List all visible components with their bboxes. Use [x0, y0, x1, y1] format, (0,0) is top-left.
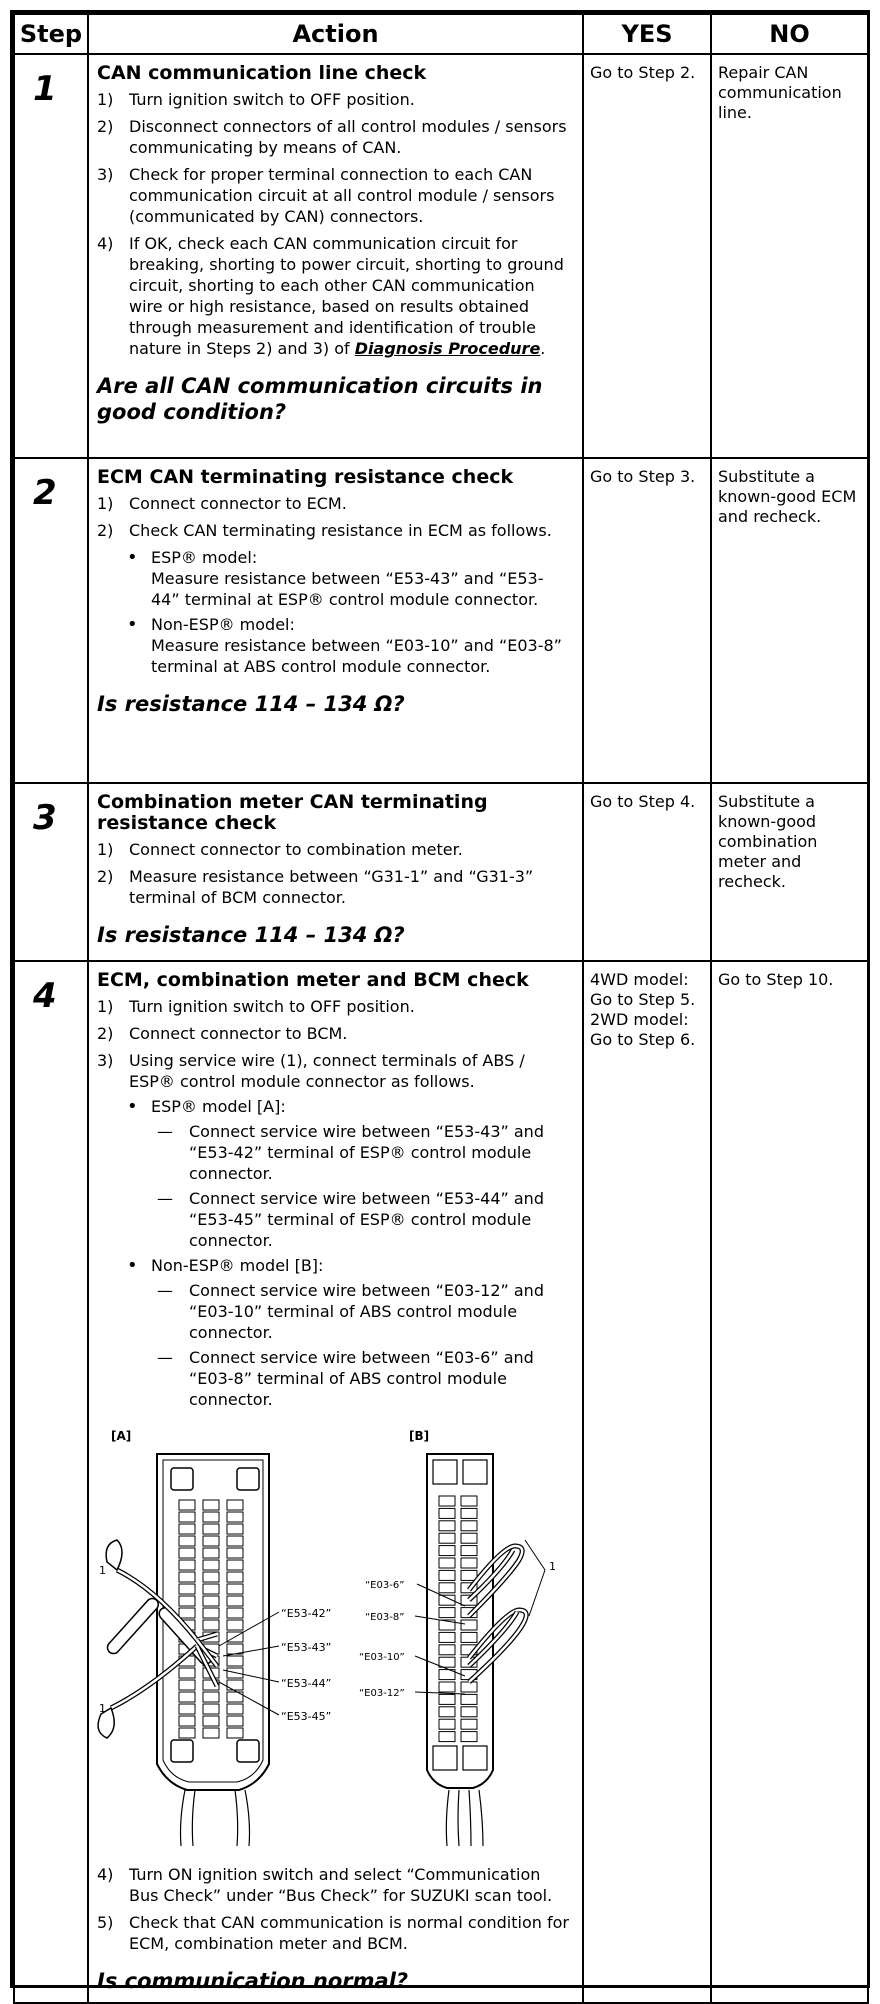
connector-pin: [439, 1632, 455, 1642]
connector-pin: [227, 1680, 243, 1690]
connector-pin: [439, 1707, 455, 1717]
connector-pin: [179, 1536, 195, 1546]
wire-label: 1: [99, 1564, 106, 1577]
yes-text: 2WD model: Go to Step 6.: [590, 1010, 696, 1049]
item-text: Using service wire (1), connect terminals of ABS / ESP® control module connector as follows.: [129, 1051, 525, 1091]
label-b: [B]: [409, 1429, 430, 1443]
item-number: 1): [97, 90, 114, 109]
connector-pin: [439, 1533, 455, 1543]
yes-cell: [583, 783, 711, 961]
connector-pin: [179, 1728, 195, 1738]
connector-pin: [179, 1524, 195, 1534]
no-text: Substitute a known-good combination meter and recheck.: [718, 792, 818, 891]
diagnosis-procedure-link[interactable]: Diagnosis Procedure: [354, 339, 541, 358]
terminal-label: “E03-6”: [365, 1580, 405, 1591]
connector-pin: [461, 1508, 477, 1518]
step-question: Is resistance 114 – 134 Ω?: [97, 923, 405, 947]
step-number: 3: [33, 798, 57, 838]
item-text: Check CAN terminating resistance in ECM as follows.: [129, 521, 552, 540]
header-step: Step: [14, 14, 88, 54]
label-a: [A]: [111, 1429, 132, 1443]
terminal-label: “E53-45”: [281, 1710, 332, 1723]
connector-pin: [179, 1560, 195, 1570]
connector-pin: [439, 1570, 455, 1580]
no-text: Go to Step 10.: [718, 970, 834, 989]
connector-pin: [227, 1584, 243, 1594]
connector-pin: [203, 1500, 219, 1510]
bullet-dot-icon: •: [127, 547, 138, 568]
connector-pin: [227, 1620, 243, 1630]
item-number: 2): [97, 521, 114, 540]
step-question: Is communication normal?: [97, 1969, 409, 1993]
no-cell: [711, 783, 868, 961]
bullet-text: Measure resistance between “E03-10” and “E03-8” terminal at ABS control module connector.: [151, 636, 562, 676]
header-action: Action: [88, 14, 583, 54]
bullet-dot-icon: •: [127, 614, 138, 635]
connector-pin: [203, 1536, 219, 1546]
list-item: [97, 164, 570, 227]
no-cell: [711, 961, 868, 2003]
item-text: Turn ignition switch to OFF position.: [129, 90, 415, 109]
connector-pin: [439, 1657, 455, 1667]
list-item: [97, 89, 570, 110]
diagnostic-table-frame: [10, 10, 870, 1993]
dash-item: [97, 1347, 570, 1410]
table-row: [14, 54, 868, 458]
connector-pin: [439, 1521, 455, 1531]
step-cell: [14, 961, 88, 2003]
step-cell: [14, 783, 88, 961]
connector-pin: [179, 1584, 195, 1594]
connector-pin: [461, 1732, 477, 1742]
yes-cell: [583, 458, 711, 783]
dash-mark-icon: —: [157, 1122, 173, 1141]
table-row: [14, 458, 868, 783]
step-question: Is resistance 114 – 134 Ω?: [97, 692, 405, 716]
list-item: [97, 520, 570, 541]
action-cell: [88, 458, 583, 783]
item-number: 1): [97, 840, 114, 859]
connector-pin: [461, 1719, 477, 1729]
step-number: 2: [33, 473, 57, 513]
connector-pin: [439, 1608, 455, 1618]
connector-pin: [461, 1546, 477, 1556]
step-cell: [14, 54, 88, 458]
connector-pin: [179, 1704, 195, 1714]
yes-text: Go to Step 2.: [590, 63, 696, 82]
list-item: [97, 493, 570, 514]
connector-pin: [439, 1719, 455, 1729]
header-yes: YES: [583, 14, 711, 54]
connector-pin: [461, 1632, 477, 1642]
connector-pin: [203, 1512, 219, 1522]
bullet-item: [97, 547, 570, 610]
connector-pin: [203, 1584, 219, 1594]
connector-pin: [227, 1572, 243, 1582]
dash-mark-icon: —: [157, 1348, 173, 1367]
step-number: 1: [33, 69, 57, 109]
step-cell: [14, 458, 88, 783]
connector-pin: [439, 1694, 455, 1704]
dash-text: Connect service wire between “E03-12” and “E03-10” terminal of ABS control module connector.: [189, 1281, 544, 1342]
item-text: If OK, check each CAN communication circuit for breaking, shorting to power circuit, shorting to ground circuit, shorting to each other CAN communication wire or high resistance, based on results obtained through measurement and identification of trouble nature in Steps 2) and 3) of: [129, 234, 564, 358]
item-text: Disconnect connectors of all control modules / sensors communicating by means of CAN.: [129, 117, 567, 157]
connector-pin: [461, 1694, 477, 1704]
connector-pin: [439, 1682, 455, 1692]
connector-pin: [227, 1656, 243, 1666]
connector-pin: [203, 1524, 219, 1534]
terminal-label: “E03-10”: [359, 1652, 405, 1663]
connector-pin: [203, 1548, 219, 1558]
connector-pin: [203, 1608, 219, 1618]
item-text: Check that CAN communication is normal condition for ECM, combination meter and BCM.: [129, 1913, 569, 1953]
no-text: Repair CAN communication line.: [718, 63, 842, 122]
list-item: [97, 1864, 570, 1906]
item-number: 3): [97, 165, 114, 184]
terminal-label: “E03-8”: [365, 1612, 405, 1623]
connector-pin: [461, 1496, 477, 1506]
dash-item: [97, 1188, 570, 1251]
connector-pin: [227, 1512, 243, 1522]
item-number: 5): [97, 1913, 114, 1932]
connector-pin: [179, 1680, 195, 1690]
dash-mark-icon: —: [157, 1281, 173, 1300]
step-title: ECM, combination meter and BCM check: [97, 969, 529, 991]
bullet-head: ESP® model:: [151, 548, 258, 567]
step-title: Combination meter CAN terminating resistance check: [97, 791, 488, 834]
dash-text: Connect service wire between “E03-6” and “E03-8” terminal of ABS control module connector.: [189, 1348, 534, 1409]
bullet-dot-icon: •: [127, 1096, 138, 1117]
item-text: Check for proper terminal connection to each CAN communication circuit at all control module / sensors (communicated by CAN) connectors.: [129, 165, 555, 226]
connector-pin: [203, 1692, 219, 1702]
item-number: 1): [97, 494, 114, 513]
item-text: Measure resistance between “G31-1” and “G31-3” terminal of BCM connector.: [129, 867, 534, 907]
connector-pin: [179, 1668, 195, 1678]
yes-cell: [583, 961, 711, 2003]
connector-pin: [203, 1596, 219, 1606]
item-number: 2): [97, 117, 114, 136]
connector-pin: [227, 1596, 243, 1606]
item-text: Connect connector to BCM.: [129, 1024, 348, 1043]
connector-diagram: [97, 1420, 570, 1850]
connector-pin: [203, 1728, 219, 1738]
item-text: Connect connector to ECM.: [129, 494, 347, 513]
step-title: ECM CAN terminating resistance check: [97, 466, 514, 488]
connector-pin: [227, 1524, 243, 1534]
list-item: [97, 839, 570, 860]
connector-pin: [439, 1546, 455, 1556]
connector-pin: [227, 1500, 243, 1510]
item-number: 1): [97, 997, 114, 1016]
connector-pin: [179, 1716, 195, 1726]
dash-item: [97, 1280, 570, 1343]
yes-text: Go to Step 4.: [590, 792, 696, 811]
connector-diagram-svg: [97, 1420, 567, 1850]
no-text: Substitute a known-good ECM and recheck.: [718, 467, 857, 526]
dash-text: Connect service wire between “E53-44” and “E53-45” terminal of ESP® control module connector.: [189, 1189, 544, 1250]
connector-pin: [179, 1596, 195, 1606]
list-item: [97, 866, 570, 908]
dash-text: Connect service wire between “E53-43” and “E53-42” terminal of ESP® control module connector.: [189, 1122, 544, 1183]
list-item: [97, 1023, 570, 1044]
connector-pin: [179, 1692, 195, 1702]
list-item: [97, 233, 570, 359]
action-cell: [88, 961, 583, 2003]
connector-pin: [439, 1496, 455, 1506]
table-header-row: [14, 14, 868, 54]
connector-pin: [179, 1608, 195, 1618]
connector-pin: [203, 1560, 219, 1570]
step-title: CAN communication line check: [97, 62, 427, 84]
connector-pin: [461, 1533, 477, 1543]
connector-pin: [227, 1728, 243, 1738]
item-number: 4): [97, 1865, 114, 1884]
bullet-item: [97, 614, 570, 677]
connector-pin: [227, 1536, 243, 1546]
list-item: [97, 1050, 570, 1092]
service-wire-b: [469, 1540, 545, 1682]
connector-pin: [461, 1707, 477, 1717]
list-item: [97, 116, 570, 158]
header-no: NO: [711, 14, 868, 54]
item-number: 3): [97, 1051, 114, 1070]
connector-pin: [439, 1558, 455, 1568]
connector-a-pins: [179, 1500, 243, 1738]
connector-pin: [179, 1512, 195, 1522]
yes-text: Go to Step 3.: [590, 467, 696, 486]
bullet-dot-icon: •: [127, 1255, 138, 1276]
terminal-label: “E53-42”: [281, 1607, 332, 1620]
yes-text: 4WD model: Go to Step 5.: [590, 970, 696, 1009]
step-question: Are all CAN communication circuits in good condition?: [97, 374, 543, 424]
item-number: 2): [97, 867, 114, 886]
bullet-head: Non-ESP® model [B]:: [151, 1256, 324, 1275]
action-cell: [88, 783, 583, 961]
item-text-end: .: [540, 339, 546, 358]
item-number: 2): [97, 1024, 114, 1043]
terminal-label: “E53-43”: [281, 1641, 332, 1654]
item-text: Turn ON ignition switch and select “Communication Bus Check” under “Bus Check” for SUZUKI scan tool.: [129, 1865, 553, 1905]
terminal-label: “E03-12”: [359, 1688, 405, 1699]
dash-mark-icon: —: [157, 1189, 173, 1208]
yes-cell: [583, 54, 711, 458]
connector-pin: [461, 1521, 477, 1531]
table-row: [14, 961, 868, 2003]
connector-pin: [227, 1548, 243, 1558]
connector-pin: [439, 1508, 455, 1518]
connector-pin: [439, 1732, 455, 1742]
connector-pin: [461, 1620, 477, 1630]
leaders-b: [415, 1584, 465, 1694]
connector-pin: [203, 1572, 219, 1582]
connector-pin: [179, 1548, 195, 1558]
connector-pin: [227, 1608, 243, 1618]
list-item: [97, 1912, 570, 1954]
dash-item: [97, 1121, 570, 1184]
no-cell: [711, 54, 868, 458]
step-number: 4: [33, 976, 57, 1016]
item-text: Turn ignition switch to OFF position.: [129, 997, 415, 1016]
connector-pin: [461, 1682, 477, 1692]
connector-pin: [439, 1583, 455, 1593]
list-item: [97, 996, 570, 1017]
bullet-head: Non-ESP® model:: [151, 615, 295, 634]
wire-label: 1: [549, 1560, 556, 1573]
connector-b-pins: [439, 1496, 477, 1742]
bullet-item: [97, 1255, 570, 1276]
connector-pin: [227, 1704, 243, 1714]
connector-pin: [461, 1558, 477, 1568]
connector-pin: [439, 1645, 455, 1655]
bullet-text: Measure resistance between “E53-43” and “E53-44” terminal at ESP® control module connector.: [151, 569, 544, 609]
item-text: Connect connector to combination meter.: [129, 840, 463, 859]
terminal-label: “E53-44”: [281, 1677, 332, 1690]
connector-pin: [179, 1500, 195, 1510]
no-cell: [711, 458, 868, 783]
connector-pin: [203, 1716, 219, 1726]
connector-a: [157, 1454, 269, 1846]
connector-pin: [203, 1704, 219, 1714]
action-cell: [88, 54, 583, 458]
bullet-item: [97, 1096, 570, 1117]
diagnostic-table: [13, 13, 869, 2004]
item-number: 4): [97, 234, 114, 253]
connector-pin: [203, 1620, 219, 1630]
wire-label: 1: [99, 1702, 106, 1715]
bullet-head: ESP® model [A]:: [151, 1097, 286, 1116]
connector-pin: [179, 1572, 195, 1582]
connector-pin: [227, 1560, 243, 1570]
table-row: [14, 783, 868, 961]
connector-pin: [227, 1716, 243, 1726]
